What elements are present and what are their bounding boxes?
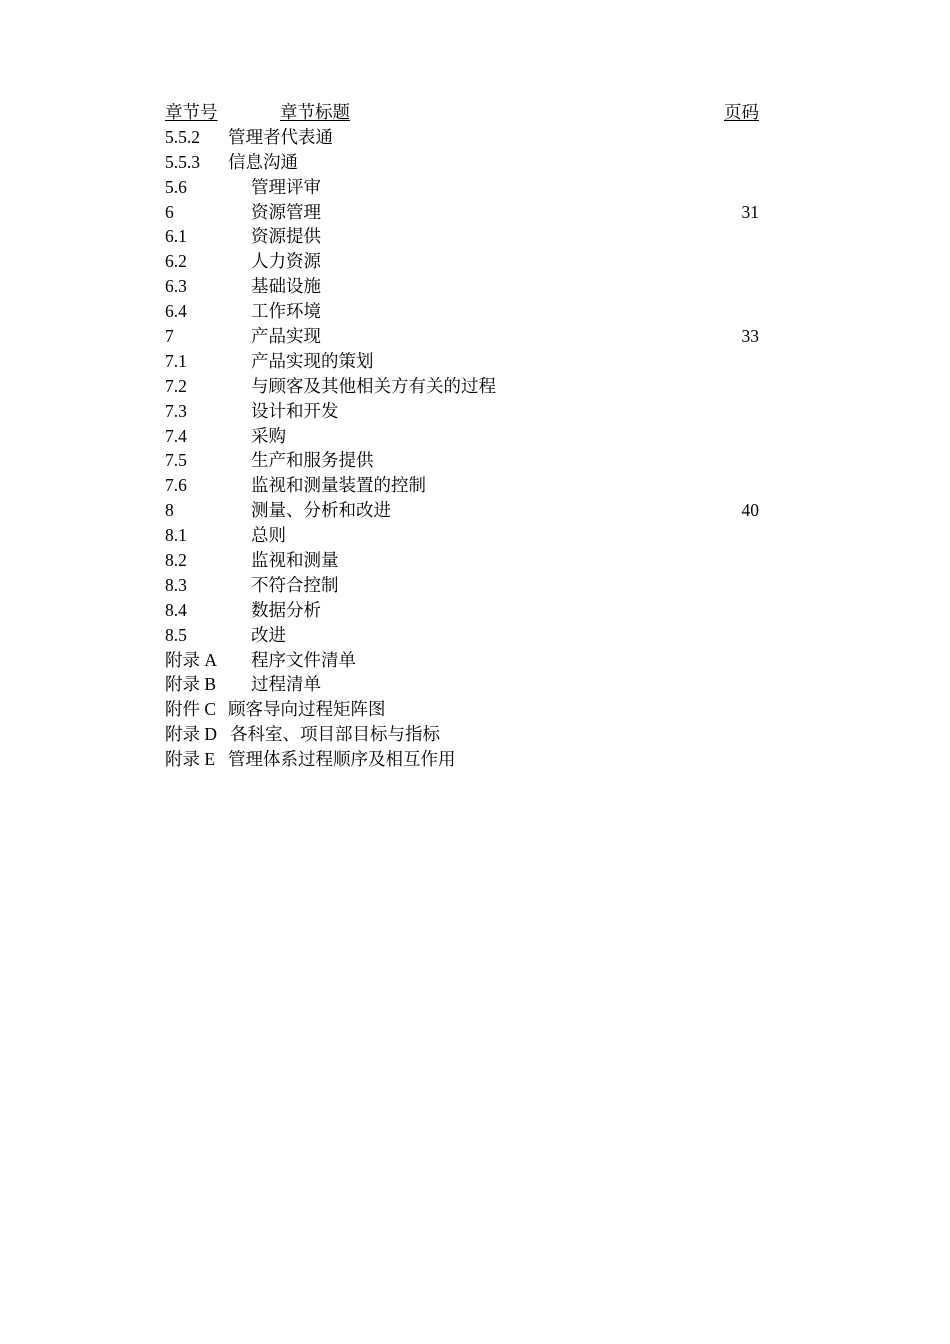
- toc-number: 5.5.3: [165, 151, 200, 172]
- toc-title: 顾客导向过程矩阵图: [228, 699, 386, 720]
- toc-row: [165, 623, 759, 648]
- toc-number: 6.2: [165, 251, 187, 272]
- toc-number: 7.6: [165, 475, 187, 496]
- toc-number: 附录 D: [165, 724, 218, 745]
- toc-page: 31: [741, 201, 759, 222]
- toc-row: [165, 399, 759, 424]
- toc-row: [165, 200, 759, 225]
- toc-title: 监视和测量: [251, 550, 339, 571]
- toc-title: 采购: [251, 425, 286, 446]
- toc-row: [165, 747, 759, 772]
- toc-row: [165, 150, 759, 175]
- toc-number: 7.3: [165, 400, 187, 421]
- toc-title: 各科室、项目部目标与指标: [230, 724, 440, 745]
- toc-row: [165, 548, 759, 573]
- toc-row: [165, 374, 759, 399]
- toc-title: 管理评审: [251, 176, 321, 197]
- header-section-number: 章节号: [165, 102, 218, 122]
- toc-title: 数据分析: [251, 599, 321, 620]
- toc-number: 8: [165, 500, 174, 521]
- toc-row: [165, 249, 759, 274]
- toc-number: 5.6: [165, 176, 187, 197]
- toc-number: 6.1: [165, 226, 187, 247]
- toc-title: 设计和开发: [251, 400, 339, 421]
- toc-title: 与顾客及其他相关方有关的过程: [251, 375, 496, 396]
- toc-title: 管理者代表通: [228, 126, 333, 147]
- toc-row: [165, 324, 759, 349]
- header-section-title: 章节标题: [280, 102, 350, 122]
- toc-title: 产品实现的策划: [251, 350, 374, 371]
- toc-number: 6.4: [165, 301, 187, 322]
- toc-number: 8.5: [165, 624, 187, 645]
- toc-row: [165, 299, 759, 324]
- table-of-contents: [165, 100, 759, 772]
- toc-title: 信息沟通: [228, 151, 298, 172]
- toc-row: [165, 498, 759, 523]
- toc-row: [165, 274, 759, 299]
- toc-row: [165, 598, 759, 623]
- toc-title: 管理体系过程顺序及相互作用: [228, 749, 456, 770]
- toc-row: [165, 175, 759, 200]
- toc-page: 33: [741, 326, 759, 347]
- toc-title: 过程清单: [251, 674, 321, 695]
- toc-title: 资源提供: [251, 226, 321, 247]
- toc-number: 附录 E: [165, 749, 216, 770]
- toc-number: 6.3: [165, 276, 187, 297]
- toc-title: 监视和测量装置的控制: [251, 475, 426, 496]
- toc-number: 8.2: [165, 550, 187, 571]
- toc-number: 附件 C: [165, 699, 217, 720]
- toc-row: [165, 573, 759, 598]
- toc-row: [165, 648, 759, 673]
- toc-number: 8.4: [165, 599, 187, 620]
- toc-number: 7.4: [165, 425, 187, 446]
- toc-title: 测量、分析和改进: [251, 500, 391, 521]
- toc-row: [165, 224, 759, 249]
- toc-row: [165, 672, 759, 697]
- toc-title: 生产和服务提供: [251, 450, 374, 471]
- toc-number: 7: [165, 326, 174, 347]
- toc-number: 5.5.2: [165, 126, 200, 147]
- toc-title: 资源管理: [251, 201, 321, 222]
- header-page-number: 页码: [724, 102, 759, 122]
- toc-title: 基础设施: [251, 276, 321, 297]
- toc-number: 7.1: [165, 350, 187, 371]
- toc-title: 产品实现: [251, 326, 321, 347]
- toc-row: [165, 523, 759, 548]
- toc-title: 工作环境: [251, 301, 321, 322]
- toc-title: 程序文件清单: [251, 649, 356, 670]
- toc-number: 7.5: [165, 450, 187, 471]
- toc-title: 人力资源: [251, 251, 321, 272]
- toc-row: [165, 448, 759, 473]
- toc-number: 附录 B: [165, 674, 217, 695]
- toc-row: [165, 424, 759, 449]
- toc-number: 6: [165, 201, 174, 222]
- toc-row: [165, 349, 759, 374]
- toc-header: [165, 100, 759, 125]
- toc-title: 改进: [251, 624, 286, 645]
- toc-row: [165, 697, 759, 722]
- toc-title: 总则: [251, 525, 286, 546]
- toc-number: 7.2: [165, 375, 187, 396]
- toc-row: [165, 125, 759, 150]
- toc-number: 8.1: [165, 525, 187, 546]
- toc-page: 40: [741, 500, 759, 521]
- toc-number: 8.3: [165, 574, 187, 595]
- toc-row: [165, 722, 759, 747]
- toc-title: 不符合控制: [251, 574, 339, 595]
- toc-row: [165, 473, 759, 498]
- toc-number: 附录 A: [165, 649, 218, 670]
